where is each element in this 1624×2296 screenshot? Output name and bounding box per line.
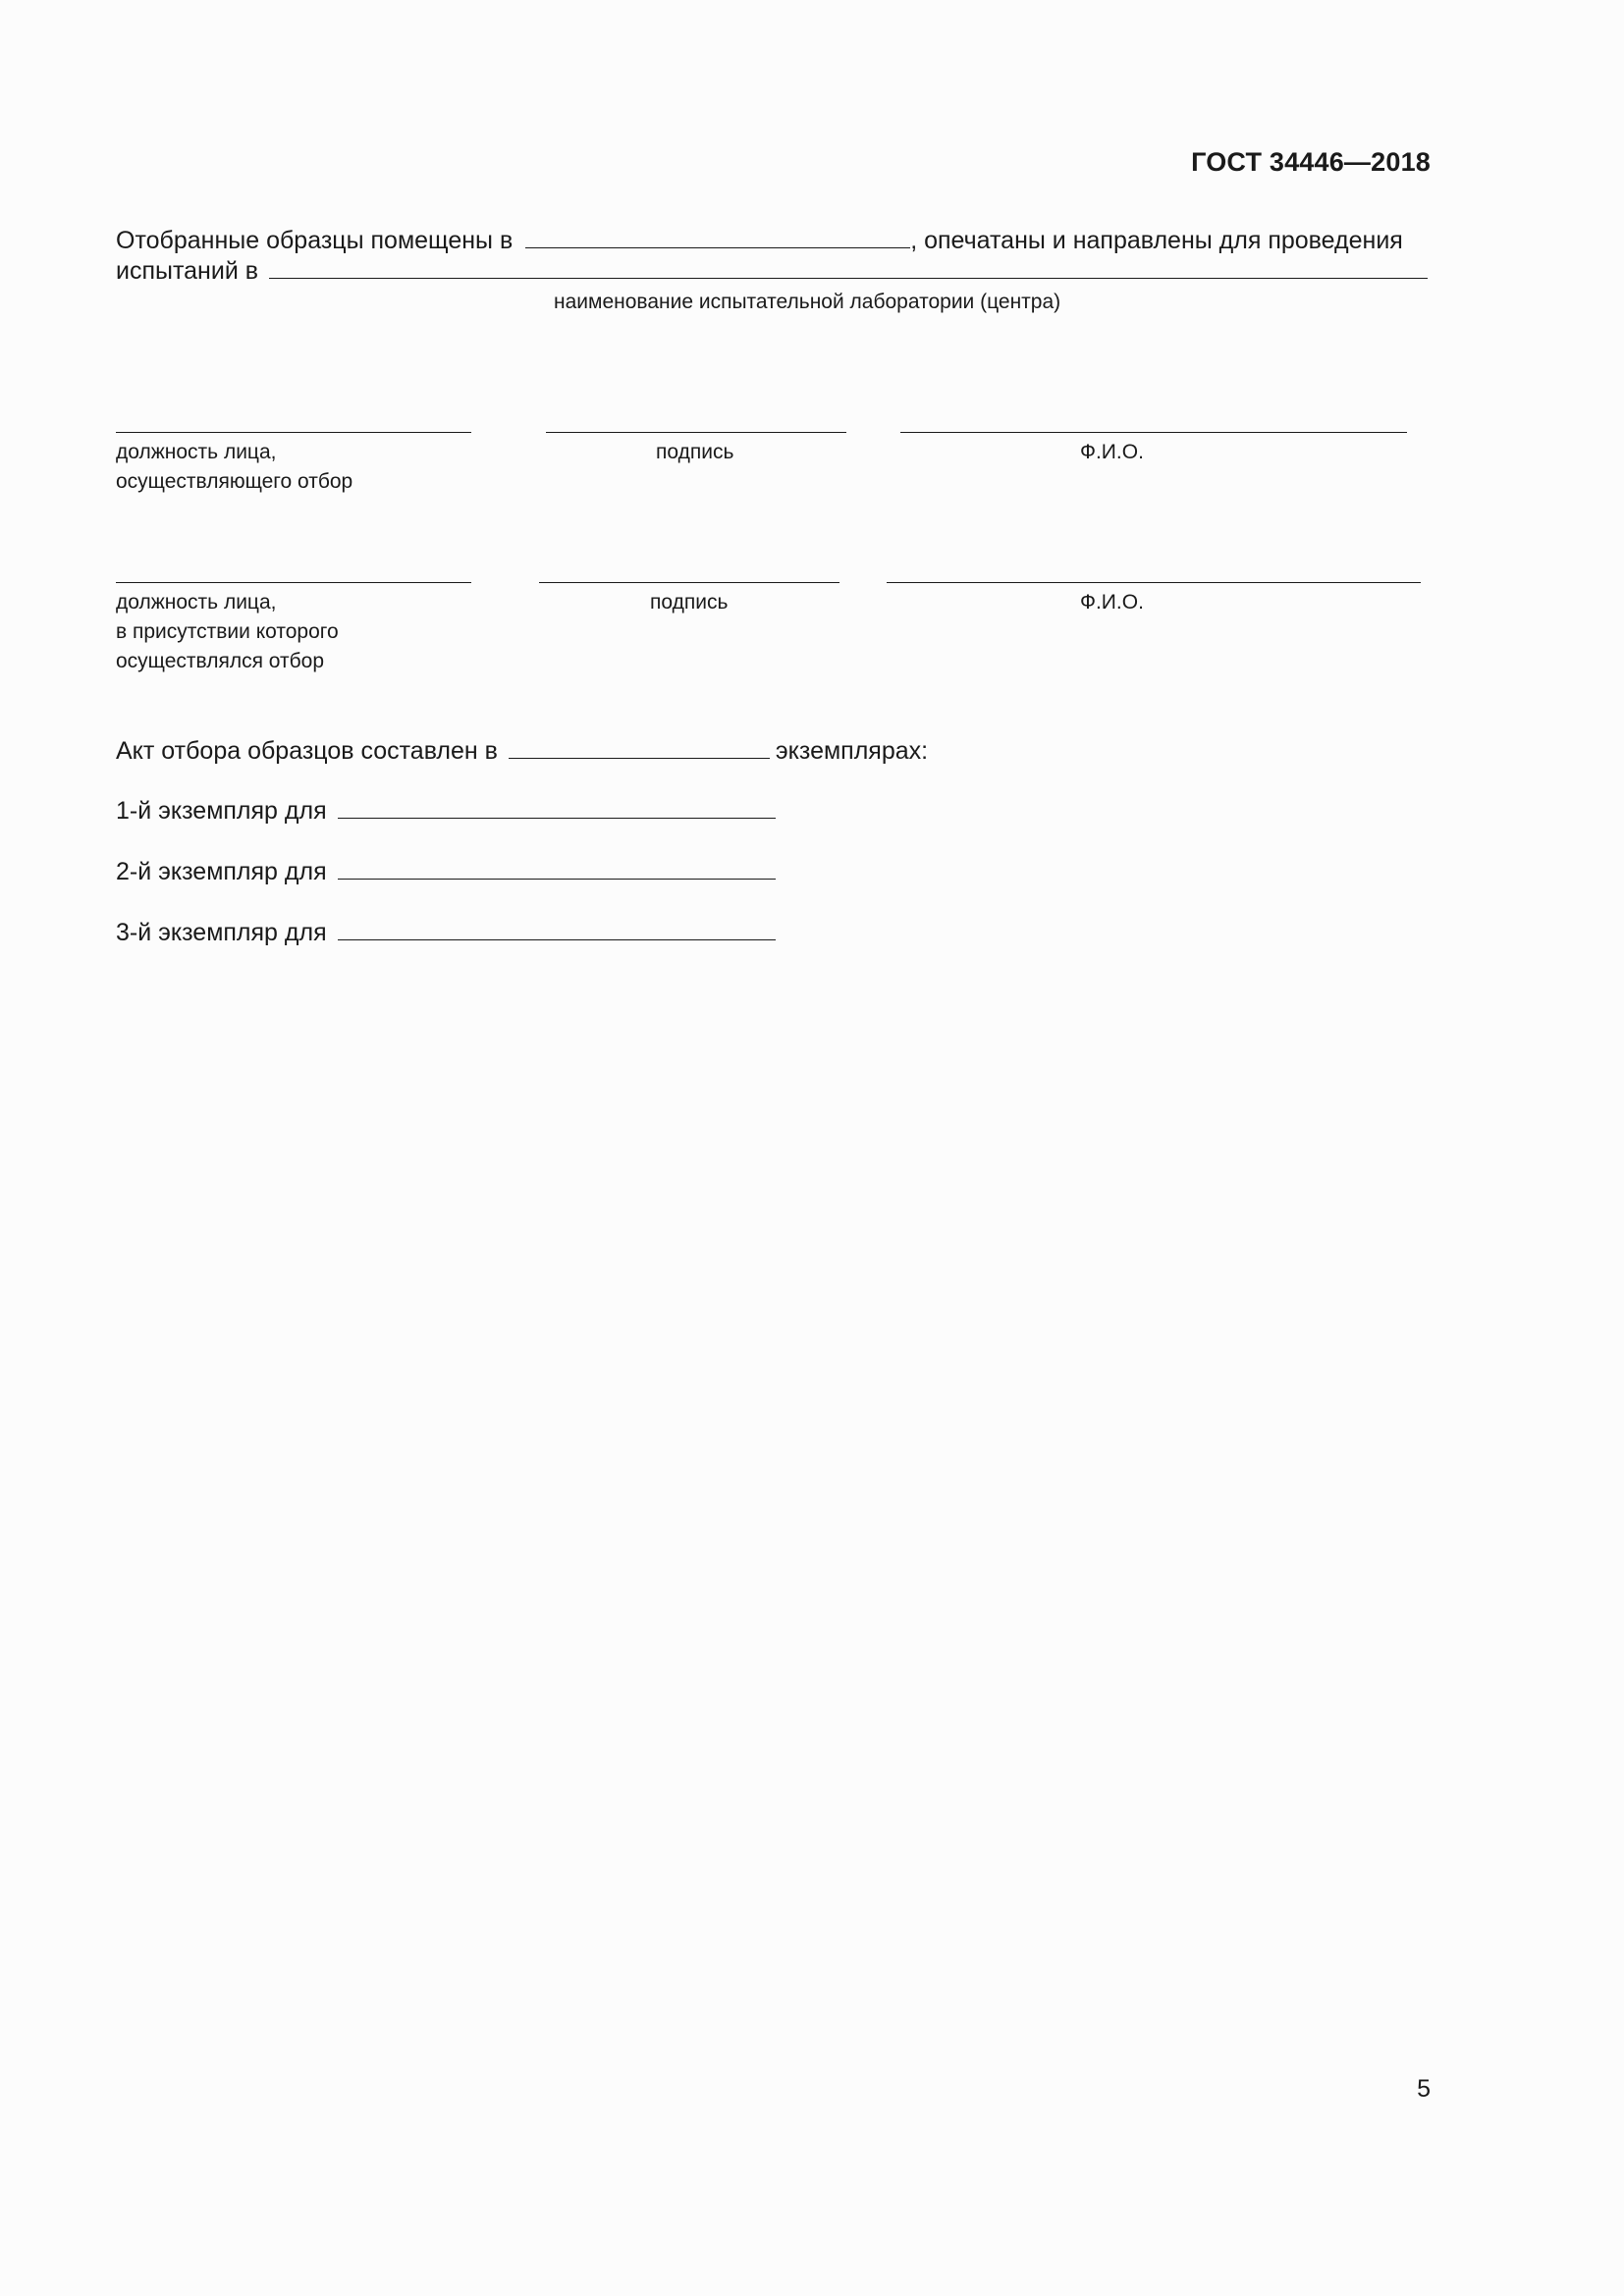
position-line-1[interactable] [116,432,471,433]
copy-3-recipient-field[interactable] [338,918,776,940]
copy-item-label: 1-й экземпляр для [116,797,327,825]
copy-item [116,796,776,827]
intro-line-1-start: Отобранные образцы помещены в [116,227,514,254]
copy-1-recipient-field[interactable] [338,796,776,819]
position-caption-2-line: в присутствии которого [116,620,339,643]
name-caption-2: Ф.И.О. [1080,591,1144,614]
copies-count-field[interactable] [509,736,770,759]
copy-item [116,918,776,948]
copy-item-label: 2-й экземпляр для [116,858,327,885]
name-line-2[interactable] [887,582,1421,583]
position-caption-1 [116,438,352,497]
position-caption-2 [116,588,339,676]
intro-line-2-start: испытаний в [116,257,259,285]
copies-statement-start: Акт отбора образцов составлен в [116,737,498,765]
copy-item-label: 3-й экземпляр для [116,919,327,946]
signature-line-2[interactable] [539,582,839,583]
storage-place-field[interactable] [525,226,910,248]
position-caption-2-line: осуществлялся отбор [116,650,324,672]
signature-caption-2: подпись [650,591,729,614]
signature-line-1[interactable] [546,432,846,433]
copies-statement [116,736,928,767]
copy-2-recipient-field[interactable] [338,857,776,880]
intro-line-1-end: , опечатаны и направлены для проведения [910,227,1403,254]
signature-caption-1: подпись [656,441,734,463]
name-caption-1: Ф.И.О. [1080,441,1144,463]
laboratory-field[interactable] [269,256,1428,279]
laboratory-caption: наименование испытательной лаборатории (центра) [554,291,1061,313]
intro-line-2 [116,256,1428,287]
copy-item [116,857,776,887]
position-caption-2-line: должность лица, [116,591,277,614]
position-caption-1-line: должность лица, [116,441,277,463]
intro-line-1 [116,226,1403,256]
copies-statement-end: экземплярах: [775,737,929,765]
name-line-1[interactable] [900,432,1407,433]
position-caption-1-line: осуществляющего отбор [116,470,353,493]
position-line-2[interactable] [116,582,471,583]
document-number: ГОСТ 34446—2018 [1191,147,1431,177]
page-number: 5 [1417,2075,1431,2103]
